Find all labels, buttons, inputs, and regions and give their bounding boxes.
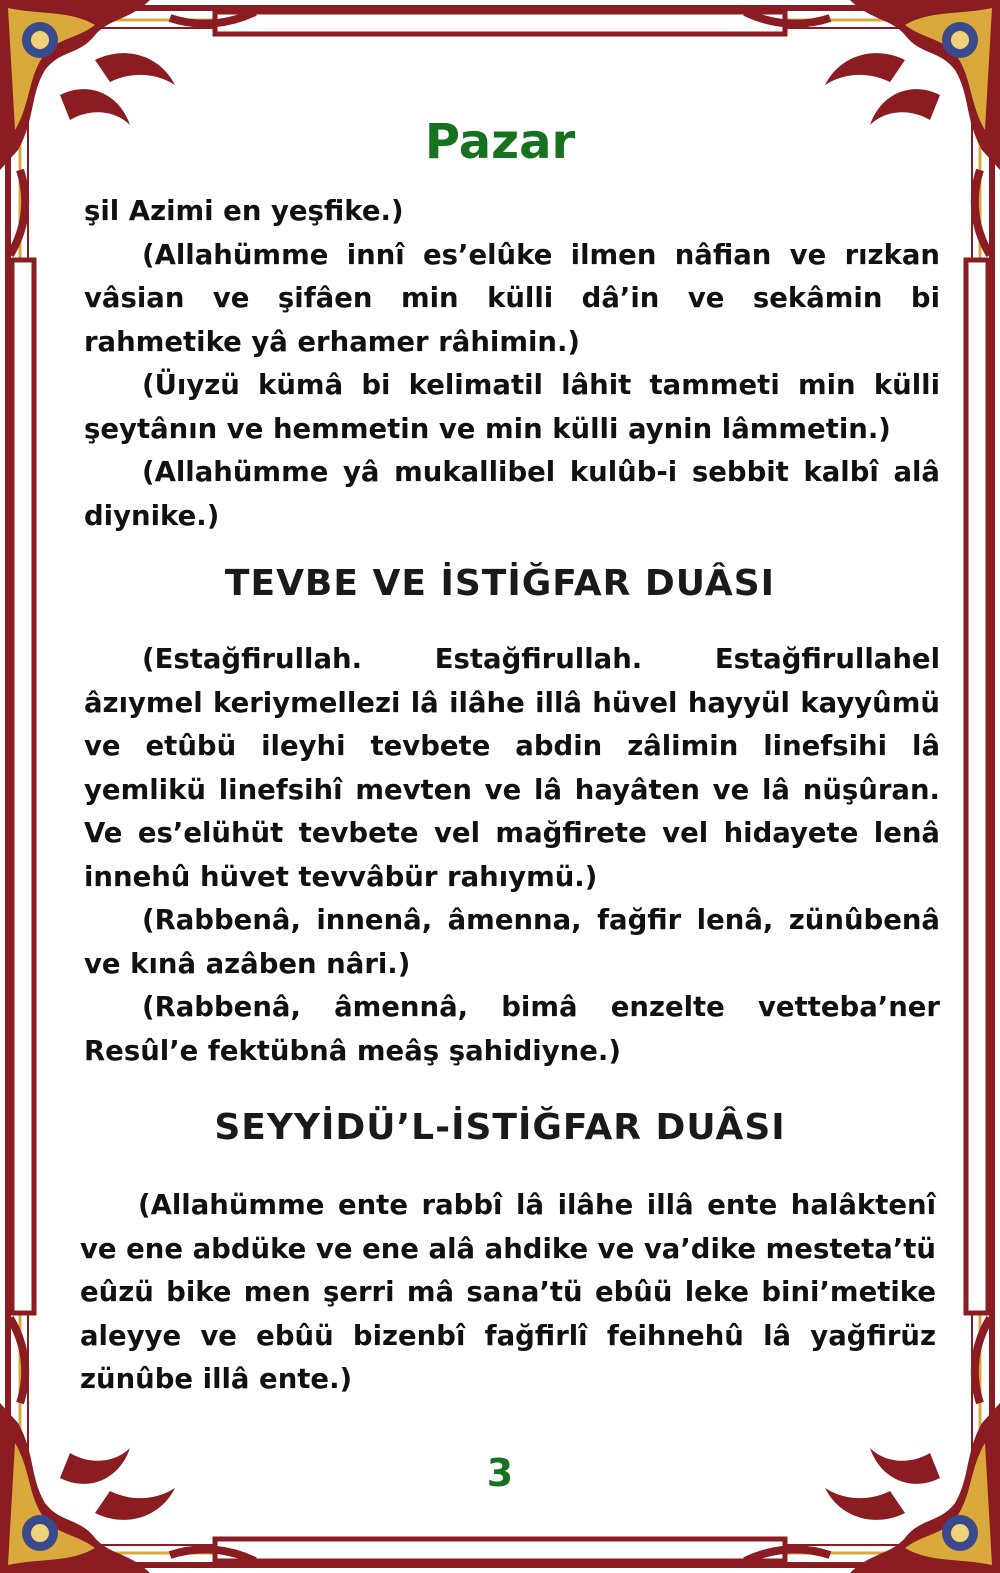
prayer-block-2 bbox=[84, 638, 940, 1073]
prayer-block-1 bbox=[84, 190, 940, 538]
paragraph: (Üıyzü kümâ bi kelimatil lâhit tammeti min külli şeytânın ve hemmetin ve min külli aynin lâmmetin.) bbox=[84, 369, 940, 445]
prayer-block-3 bbox=[80, 1184, 936, 1402]
paragraph: (Allahümme yâ mukallibel kulûb-i sebbit kalbî alâ diynike.) bbox=[84, 456, 940, 532]
paragraph: (Allahümme ente rabbî lâ ilâhe illâ ente halâktenî ve ene abdüke ve ene alâ ahdike ve va’dike mesteta’tü eûzü bike men şerri mâ sana’tü ebûü leke bini’metike aleyye ve ebûü bizenbî fağfirlî feihnehû lâ yağfirüz zünûbe illâ ente.) bbox=[80, 1189, 936, 1395]
paragraph: (Rabbenâ, innenâ, âmenna, fağfir lenâ, zünûbenâ ve kınâ azâben nâri.) bbox=[84, 904, 940, 980]
paragraph: şil Azimi en yeşfike.) bbox=[84, 195, 404, 227]
page-number: 3 bbox=[486, 1451, 514, 1495]
page-title: Pazar bbox=[424, 114, 576, 170]
section-heading-seyyidul: SEYYİDÜ’L-İSTİĞFAR DUÂSI bbox=[214, 1107, 786, 1148]
paragraph: (Estağfirullah. Estağfirullah. Estağfirullahel âzıymel keriymellezi lâ ilâhe illâ hüvel hayyül kayyûmü ve etûbü ileyhi tevbete abdin zâlimin linefsihi lâ yemlikü linefsihî mevten ve lâ hayâten ve lâ nüşûran. Ve es’elühüt tevbete vel mağfirete vel hidayete lenâ innehû hüvet tevvâbür rahıymü.) bbox=[84, 643, 940, 893]
paragraph: (Rabbenâ, âmennâ, bimâ enzelte vetteba’ner Resûl’e fektübnâ meâş şahidiyne.) bbox=[84, 991, 940, 1067]
section-heading-tevbe: TEVBE VE İSTİĞFAR DUÂSI bbox=[224, 563, 776, 604]
paragraph: (Allahümme innî es’elûke ilmen nâfian ve rızkan vâsian ve şifâen min külli dâ’in ve sekâmin bi rahmetike yâ erhamer râhimin.) bbox=[84, 238, 940, 358]
